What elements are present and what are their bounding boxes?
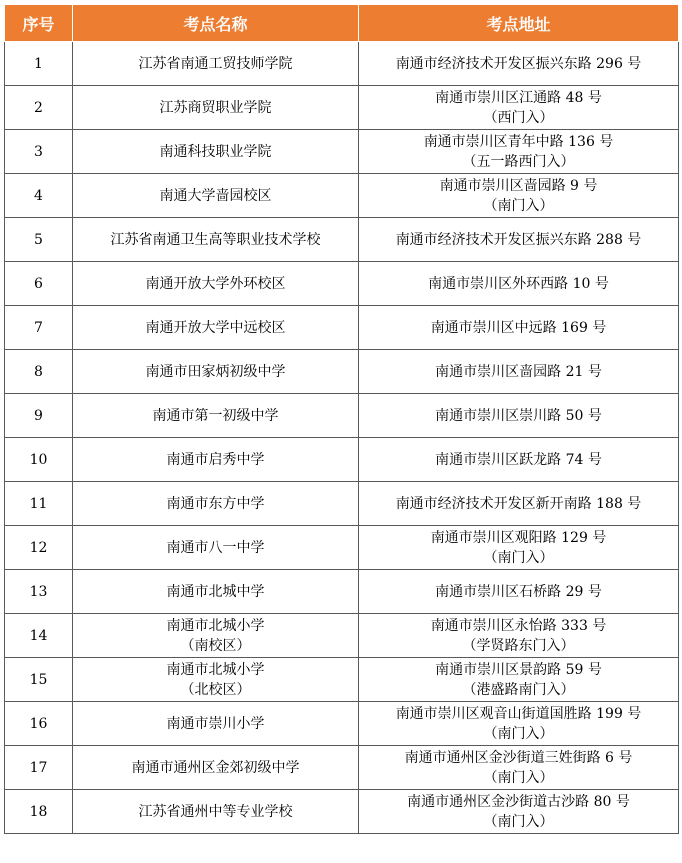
table-row [5, 350, 679, 394]
site-name-line: 南通市北城中学 [166, 583, 265, 600]
site-name-line: （南校区） [180, 637, 251, 654]
row-index: 16 [5, 702, 73, 746]
site-address-cell [359, 86, 679, 130]
site-address-cell [359, 350, 679, 394]
site-address-cell [359, 262, 679, 306]
site-address-line: 南通市崇川区啬园路 21 号 [435, 363, 602, 380]
site-name-cell [73, 306, 359, 350]
site-address-cell [359, 790, 679, 834]
site-name-line: 江苏省南通工贸技师学院 [138, 55, 293, 72]
table-row [5, 218, 679, 262]
table-row [5, 526, 679, 570]
row-index: 2 [5, 86, 73, 130]
row-index: 4 [5, 174, 73, 218]
site-address-cell [359, 438, 679, 482]
site-address-cell [359, 42, 679, 86]
site-address-cell [359, 746, 679, 790]
site-name-cell [73, 702, 359, 746]
site-name-cell [73, 438, 359, 482]
site-address-line: 南通市崇川区啬园路 9 号 [439, 177, 598, 194]
table-row [5, 42, 679, 86]
row-index: 18 [5, 790, 73, 834]
site-address-line: 南通市崇川区江通路 48 号 [435, 89, 602, 106]
site-address-line: （南门入） [483, 549, 554, 566]
site-address-line: （五一路西门入） [462, 153, 575, 170]
row-index: 9 [5, 394, 73, 438]
site-name-cell [73, 614, 359, 658]
table-row [5, 746, 679, 790]
site-address-line: （南门入） [483, 725, 554, 742]
header-row [5, 5, 679, 42]
site-name-cell [73, 790, 359, 834]
table-row [5, 262, 679, 306]
site-address-line: 南通市崇川区景韵路 59 号 [435, 661, 602, 678]
site-address-line: （南门入） [483, 813, 554, 830]
row-index: 14 [5, 614, 73, 658]
site-address-line: 南通市崇川区石桥路 29 号 [435, 583, 602, 600]
site-name-cell [73, 42, 359, 86]
row-index: 15 [5, 658, 73, 702]
row-index: 6 [5, 262, 73, 306]
site-name-cell [73, 526, 359, 570]
row-index: 7 [5, 306, 73, 350]
table-body [5, 42, 679, 834]
exam-site-table [4, 4, 679, 834]
site-name-line: 南通开放大学外环校区 [145, 275, 286, 292]
site-name-line: （北校区） [180, 681, 251, 698]
table-row [5, 306, 679, 350]
site-name-line: 南通市东方中学 [166, 495, 265, 512]
table-row [5, 482, 679, 526]
table-row [5, 790, 679, 834]
row-index: 3 [5, 130, 73, 174]
site-name-line: 南通大学啬园校区 [159, 187, 272, 204]
row-index: 8 [5, 350, 73, 394]
table-row [5, 702, 679, 746]
site-name-line: 江苏商贸职业学院 [159, 99, 272, 116]
site-address-cell [359, 218, 679, 262]
header-index: 序号 [5, 5, 73, 42]
site-name-line: 南通市启秀中学 [166, 451, 265, 468]
site-name-line: 南通市第一初级中学 [152, 407, 279, 424]
site-name-line: 南通科技职业学院 [159, 143, 272, 160]
site-address-line: 南通市崇川区中远路 169 号 [430, 319, 607, 336]
site-address-line: 南通市通州区金沙街道古沙路 80 号 [407, 793, 630, 810]
table-row [5, 130, 679, 174]
site-address-line: 南通市崇川区崇川路 50 号 [435, 407, 602, 424]
row-index: 11 [5, 482, 73, 526]
site-address-line: （港盛路南门入） [462, 681, 575, 698]
site-address-cell [359, 306, 679, 350]
table-row [5, 658, 679, 702]
site-address-line: （西门入） [483, 109, 554, 126]
header-site-address: 考点地址 [359, 5, 679, 42]
site-address-cell [359, 174, 679, 218]
table-row [5, 86, 679, 130]
site-name-cell [73, 482, 359, 526]
site-address-line: 南通市崇川区观音山街道国胜路 199 号 [395, 705, 642, 722]
row-index: 17 [5, 746, 73, 790]
site-address-line: 南通市通州区金沙街道三姓街路 6 号 [404, 749, 633, 766]
table-row [5, 394, 679, 438]
site-address-line: （南门入） [483, 197, 554, 214]
row-index: 1 [5, 42, 73, 86]
site-name-line: 南通市通州区金郊初级中学 [131, 759, 300, 776]
site-address-cell [359, 614, 679, 658]
header-site-name: 考点名称 [73, 5, 359, 42]
table-row [5, 614, 679, 658]
site-name-cell [73, 570, 359, 614]
site-address-line: 南通市经济技术开发区振兴东路 288 号 [395, 231, 642, 248]
row-index: 5 [5, 218, 73, 262]
site-name-line: 江苏省通州中等专业学校 [138, 803, 293, 820]
site-address-cell [359, 526, 679, 570]
site-name-cell [73, 218, 359, 262]
table-header [5, 5, 679, 42]
site-address-cell [359, 658, 679, 702]
site-name-cell [73, 350, 359, 394]
site-address-line: 南通市崇川区观阳路 129 号 [430, 529, 607, 546]
site-address-line: 南通市崇川区青年中路 136 号 [423, 133, 614, 150]
site-name-line: 南通市田家炳初级中学 [145, 363, 286, 380]
site-name-line: 江苏省南通卫生高等职业技术学校 [110, 231, 321, 248]
site-name-line: 南通开放大学中远校区 [145, 319, 286, 336]
table-row [5, 174, 679, 218]
site-address-line: （南门入） [483, 769, 554, 786]
row-index: 12 [5, 526, 73, 570]
site-address-line: 南通市崇川区跃龙路 74 号 [435, 451, 602, 468]
site-address-line: 南通市经济技术开发区振兴东路 296 号 [395, 55, 642, 72]
site-name-line: 南通市北城小学 [166, 617, 265, 634]
site-address-line: 南通市崇川区外环西路 10 号 [428, 275, 609, 292]
site-address-cell [359, 394, 679, 438]
site-address-line: （学贤路东门入） [462, 637, 575, 654]
site-name-line: 南通市崇川小学 [166, 715, 265, 732]
site-name-cell [73, 174, 359, 218]
site-name-cell [73, 658, 359, 702]
site-name-line: 南通市八一中学 [166, 539, 265, 556]
site-name-cell [73, 394, 359, 438]
site-address-cell [359, 570, 679, 614]
site-name-cell [73, 130, 359, 174]
site-address-cell [359, 702, 679, 746]
table-row [5, 438, 679, 482]
site-address-cell [359, 482, 679, 526]
site-address-line: 南通市崇川区永怡路 333 号 [430, 617, 607, 634]
site-name-cell [73, 86, 359, 130]
row-index: 10 [5, 438, 73, 482]
site-name-line: 南通市北城小学 [166, 661, 265, 678]
table-row [5, 570, 679, 614]
site-address-line: 南通市经济技术开发区新开南路 188 号 [395, 495, 642, 512]
site-address-cell [359, 130, 679, 174]
row-index: 13 [5, 570, 73, 614]
site-name-cell [73, 262, 359, 306]
site-name-cell [73, 746, 359, 790]
